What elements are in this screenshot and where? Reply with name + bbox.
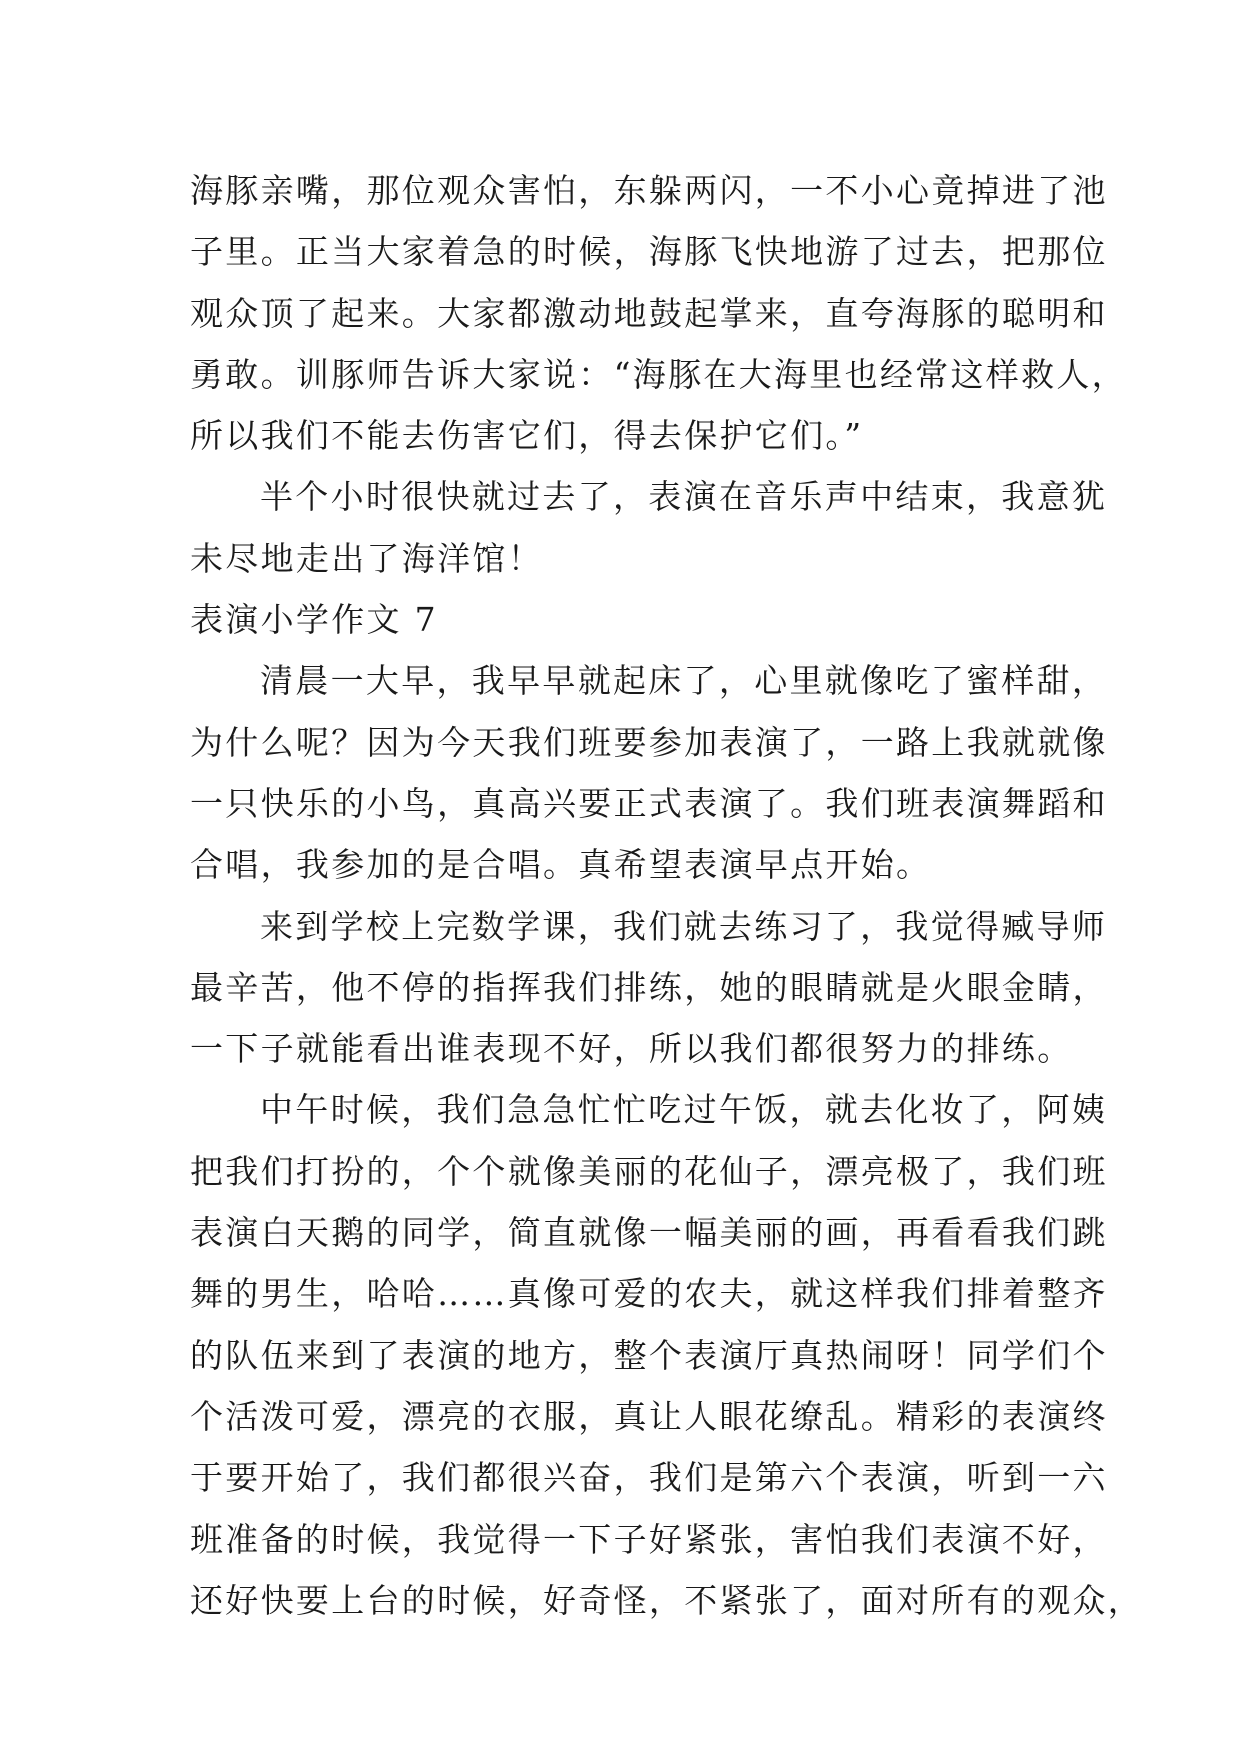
document-body — [190, 160, 1144, 1631]
text-line: 最辛苦，他不停的指挥我们排练，她的眼睛就是火眼金睛， — [190, 967, 1108, 1007]
text-line: 观众顶了起来。大家都激动地鼓起掌来，直夸海豚的聪明和 — [190, 293, 1108, 333]
text-line: 个活泼可爱，漂亮的衣服，真让人眼花缭乱。精彩的表演终 — [190, 1396, 1108, 1436]
paragraph-start-line: 来到学校上完数学课，我们就去练习了，我觉得臧导师 — [260, 906, 1108, 946]
text-line: 于要开始了，我们都很兴奋，我们是第六个表演，听到一六 — [190, 1458, 1108, 1498]
text-line: 班准备的时候，我觉得一下子好紧张，害怕我们表演不好， — [190, 1519, 1108, 1559]
text-line: 一只快乐的小鸟，真高兴要正式表演了。我们班表演舞蹈和 — [190, 783, 1108, 823]
text-line: 一下子就能看出谁表现不好，所以我们都很努力的排练。 — [190, 1029, 1073, 1069]
text-line: 所以我们不能去伤害它们，得去保护它们。” — [190, 416, 864, 456]
text-line: 子里。正当大家着急的时候，海豚飞快地游了过去，把那位 — [190, 232, 1108, 272]
text-line: 合唱，我参加的是合唱。真希望表演早点开始。 — [190, 845, 932, 885]
text-line: 还好快要上台的时候，好奇怪，不紧张了，面对所有的观众， — [190, 1580, 1144, 1620]
text-line: 舞的男生，哈哈……真像可爱的农夫，就这样我们排着整齐 — [190, 1274, 1108, 1314]
text-line: 表演白天鹅的同学，简直就像一幅美丽的画，再看看我们跳 — [190, 1213, 1108, 1253]
text-line: 勇敢。训豚师告诉大家说：“海豚在大海里也经常这样救人， — [190, 354, 1127, 394]
paragraph-start-line: 半个小时很快就过去了，表演在音乐声中结束，我意犹 — [260, 477, 1108, 517]
text-line: 海豚亲嘴，那位观众害怕，东躲两闪，一不小心竟掉进了池 — [190, 171, 1108, 210]
text-line: 的队伍来到了表演的地方，整个表演厅真热闹呀！同学们个 — [190, 1335, 1108, 1375]
paragraph-start-line: 中午时候，我们急急忙忙吃过午饭，就去化妆了，阿姨 — [260, 1090, 1108, 1130]
text-line: 未尽地走出了海洋馆！ — [190, 538, 543, 578]
text-line: 为什么呢？因为今天我们班要参加表演了，一路上我就就像 — [190, 722, 1108, 762]
text-line: 把我们打扮的，个个就像美丽的花仙子，漂亮极了，我们班 — [190, 1151, 1108, 1191]
paragraph-start-line: 清晨一大早，我早早就起床了，心里就像吃了蜜样甜， — [260, 661, 1108, 701]
essay-heading: 表演小学作文 7 — [190, 600, 438, 640]
